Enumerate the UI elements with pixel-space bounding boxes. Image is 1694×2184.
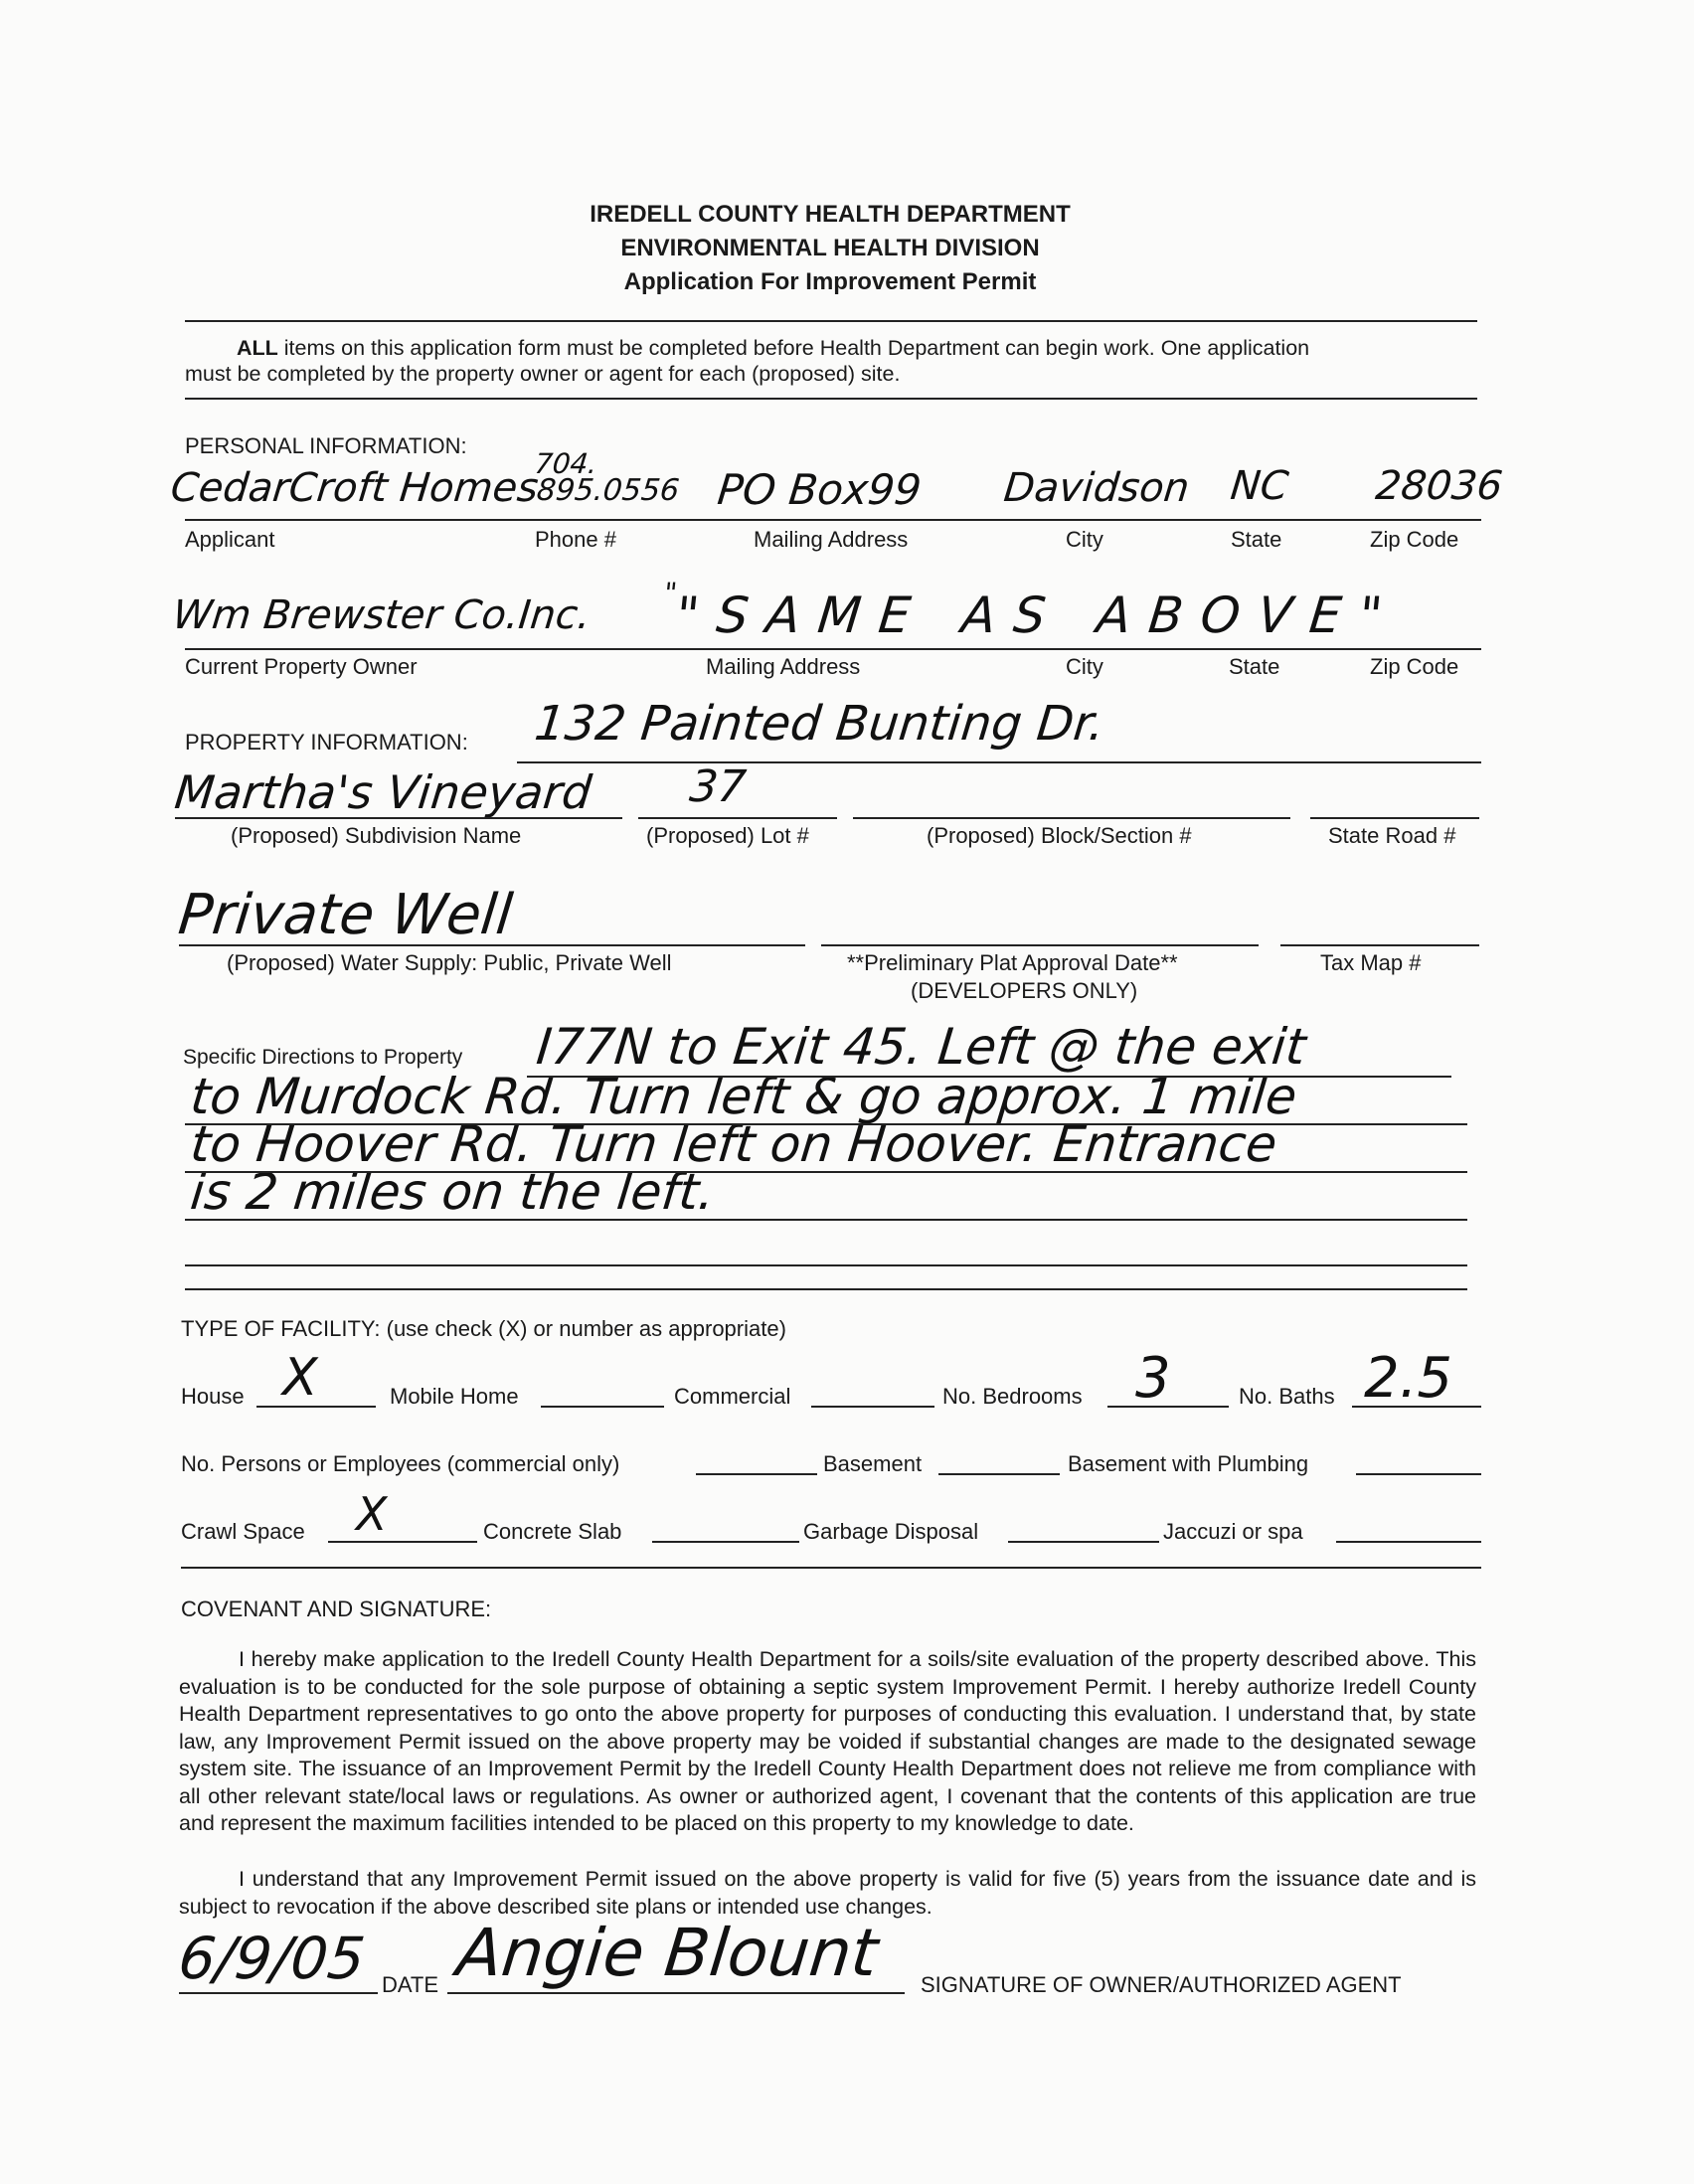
owner-line	[185, 648, 1481, 650]
label-zip: Zip Code	[1370, 527, 1459, 552]
directions-line-2[interactable]: to Murdock Rd. Turn left & go approx. 1 mile	[187, 1068, 1300, 1125]
divider	[185, 320, 1477, 322]
signature[interactable]: Angie Blount	[452, 1915, 882, 1991]
label-owner-mailing: Mailing Address	[706, 654, 861, 679]
label-state: State	[1231, 527, 1282, 552]
label-tax-map: Tax Map #	[1320, 950, 1422, 975]
mobile-home-line	[541, 1406, 664, 1408]
label-baths: No. Baths	[1239, 1384, 1335, 1409]
label-water-supply: (Proposed) Water Supply: Public, Private Well	[227, 950, 672, 975]
property-address[interactable]: 132 Painted Bunting Dr.	[532, 696, 1107, 752]
division-title: ENVIRONMENTAL HEALTH DIVISION	[620, 235, 1040, 261]
property-address-line	[517, 761, 1481, 763]
directions-line-3[interactable]: to Hoover Rd. Turn left on Hoover. Entrance	[187, 1115, 1280, 1173]
label-subdivision: (Proposed) Subdivision Name	[231, 823, 522, 848]
label-owner-state: State	[1229, 654, 1280, 679]
label-city: City	[1066, 527, 1103, 552]
owner-open-quote: "	[662, 577, 679, 609]
date-line	[179, 1992, 378, 1994]
directions-rule-3	[185, 1171, 1467, 1173]
label-persons: No. Persons or Employees (commercial only)	[181, 1451, 620, 1476]
applicant-city[interactable]: Davidson	[1001, 465, 1192, 511]
water-supply-line	[179, 944, 805, 946]
label-developers-only: (DEVELOPERS ONLY)	[911, 978, 1138, 1003]
baths-value[interactable]: 2.5	[1364, 1346, 1453, 1411]
subdivision-line	[175, 817, 622, 819]
label-plat-date: **Preliminary Plat Approval Date**	[847, 950, 1178, 975]
crawl-space-line	[328, 1541, 477, 1543]
validity-paragraph: I understand that any Improvement Permit issued on the above property is valid for five (5) years from the issuance date and is subject to revocation if the above described site plans or intended use changes.	[179, 1867, 1476, 1919]
label-signature: SIGNATURE OF OWNER/AUTHORIZED AGENT	[921, 1972, 1402, 1997]
commercial-line	[811, 1406, 934, 1408]
label-garbage-disposal: Garbage Disposal	[803, 1519, 979, 1544]
concrete-slab-line	[652, 1541, 799, 1543]
label-mobile-home: Mobile Home	[390, 1384, 519, 1409]
block-line	[853, 817, 1290, 819]
divider	[185, 398, 1477, 400]
directions-rule-2	[185, 1123, 1467, 1125]
applicant-phone[interactable]: 895.0556	[535, 473, 681, 508]
label-mailing-address: Mailing Address	[754, 527, 909, 552]
label-concrete-slab: Concrete Slab	[483, 1519, 622, 1544]
directions-line-1[interactable]: I77N to Exit 45. Left @ the exit	[533, 1018, 1309, 1076]
date-value[interactable]: 6/9/05	[175, 1925, 369, 1992]
garbage-disposal-line	[1008, 1541, 1159, 1543]
label-current-owner: Current Property Owner	[185, 654, 418, 679]
label-date: DATE	[382, 1972, 439, 1997]
label-owner-zip: Zip Code	[1370, 654, 1459, 679]
label-jacuzzi: Jaccuzi or spa	[1163, 1519, 1303, 1544]
facility-heading: TYPE OF FACILITY: (use check (X) or number as appropriate)	[181, 1316, 786, 1341]
applicant-zip[interactable]: 28036	[1373, 463, 1505, 509]
jacuzzi-line	[1336, 1541, 1481, 1543]
label-block: (Proposed) Block/Section #	[927, 823, 1192, 848]
covenant-heading: COVENANT AND SIGNATURE:	[181, 1596, 492, 1621]
tax-map-line	[1280, 944, 1479, 946]
directions-rule-1	[527, 1076, 1451, 1078]
plat-date-line	[821, 944, 1259, 946]
house-check[interactable]: X	[282, 1348, 318, 1408]
label-phone: Phone #	[535, 527, 616, 552]
intro-line-2: must be completed by the property owner or agent for each (proposed) site.	[185, 362, 901, 386]
applicant-name[interactable]: CedarCroft Homes	[168, 465, 541, 511]
form-title: Application For Improvement Permit	[623, 268, 1037, 295]
lot-number[interactable]: 37	[687, 761, 749, 812]
crawl-space-check[interactable]: X	[356, 1487, 388, 1541]
directions-rule-5	[185, 1264, 1467, 1266]
directions-line-4[interactable]: is 2 miles on the left.	[187, 1163, 718, 1221]
lot-line	[638, 817, 837, 819]
signature-line	[447, 1992, 905, 1994]
label-bedrooms: No. Bedrooms	[942, 1384, 1083, 1409]
applicant-line	[185, 519, 1481, 521]
property-info-heading: PROPERTY INFORMATION:	[185, 730, 468, 755]
directions-rule-6	[185, 1288, 1467, 1290]
water-supply[interactable]: Private Well	[175, 883, 516, 947]
phone-area-code[interactable]: 704.	[533, 447, 599, 480]
label-basement: Basement	[823, 1451, 923, 1476]
label-lot: (Proposed) Lot #	[646, 823, 809, 848]
subdivision-name[interactable]: Martha's Vineyard	[172, 765, 594, 819]
label-state-road: State Road #	[1328, 823, 1456, 848]
basement-line	[938, 1473, 1060, 1475]
label-owner-city: City	[1066, 654, 1103, 679]
label-commercial: Commercial	[674, 1384, 791, 1409]
label-crawl-space: Crawl Space	[181, 1519, 305, 1544]
owner-same-as-above[interactable]: "SAME AS ABOVE"	[672, 587, 1404, 644]
divider	[181, 1567, 1481, 1569]
applicant-state[interactable]: NC	[1228, 463, 1291, 509]
state-road-line	[1310, 817, 1479, 819]
bedrooms-value[interactable]: 3	[1135, 1346, 1171, 1411]
department-title: IREDELL COUNTY HEALTH DEPARTMENT	[590, 201, 1071, 228]
label-applicant: Applicant	[185, 527, 275, 552]
applicant-mailing-address[interactable]: PO Box99	[715, 465, 925, 514]
label-house: House	[181, 1384, 245, 1409]
owner-name[interactable]: Wm Brewster Co.Inc.	[170, 592, 593, 638]
directions-rule-4	[185, 1219, 1467, 1221]
basement-plumbing-line	[1356, 1473, 1481, 1475]
label-basement-plumbing: Basement with Plumbing	[1068, 1451, 1309, 1476]
label-directions: Specific Directions to Property	[183, 1046, 463, 1069]
personal-info-heading: PERSONAL INFORMATION:	[185, 433, 467, 458]
covenant-paragraph: I hereby make application to the Iredell County Health Department for a soils/site evaluation of the property described above. This evaluation is to be conducted for the sole purpose of obtaining a septic system Improvement Permit. I hereby authorize Iredell County Health Department representatives to go onto the above property for purposes of conducting this evaluation. I understand that, by state law, any Improvement Permit issued on the above property may be voided if substantial changes are made to the designated sewage system site. The issuance of an Improvement Permit by the Iredell County Health Department does not relieve me from compliance with all other relevant state/local laws or regulations. As owner or authorized agent, I covenant that the contents of this application are true and represent the maximum facilities intended to be placed on this property to my knowledge to date.	[179, 1647, 1476, 1835]
intro-line-1: ALL items on this application form must be completed before Health Department can begin work. One application	[237, 336, 1310, 360]
persons-line	[696, 1473, 817, 1475]
